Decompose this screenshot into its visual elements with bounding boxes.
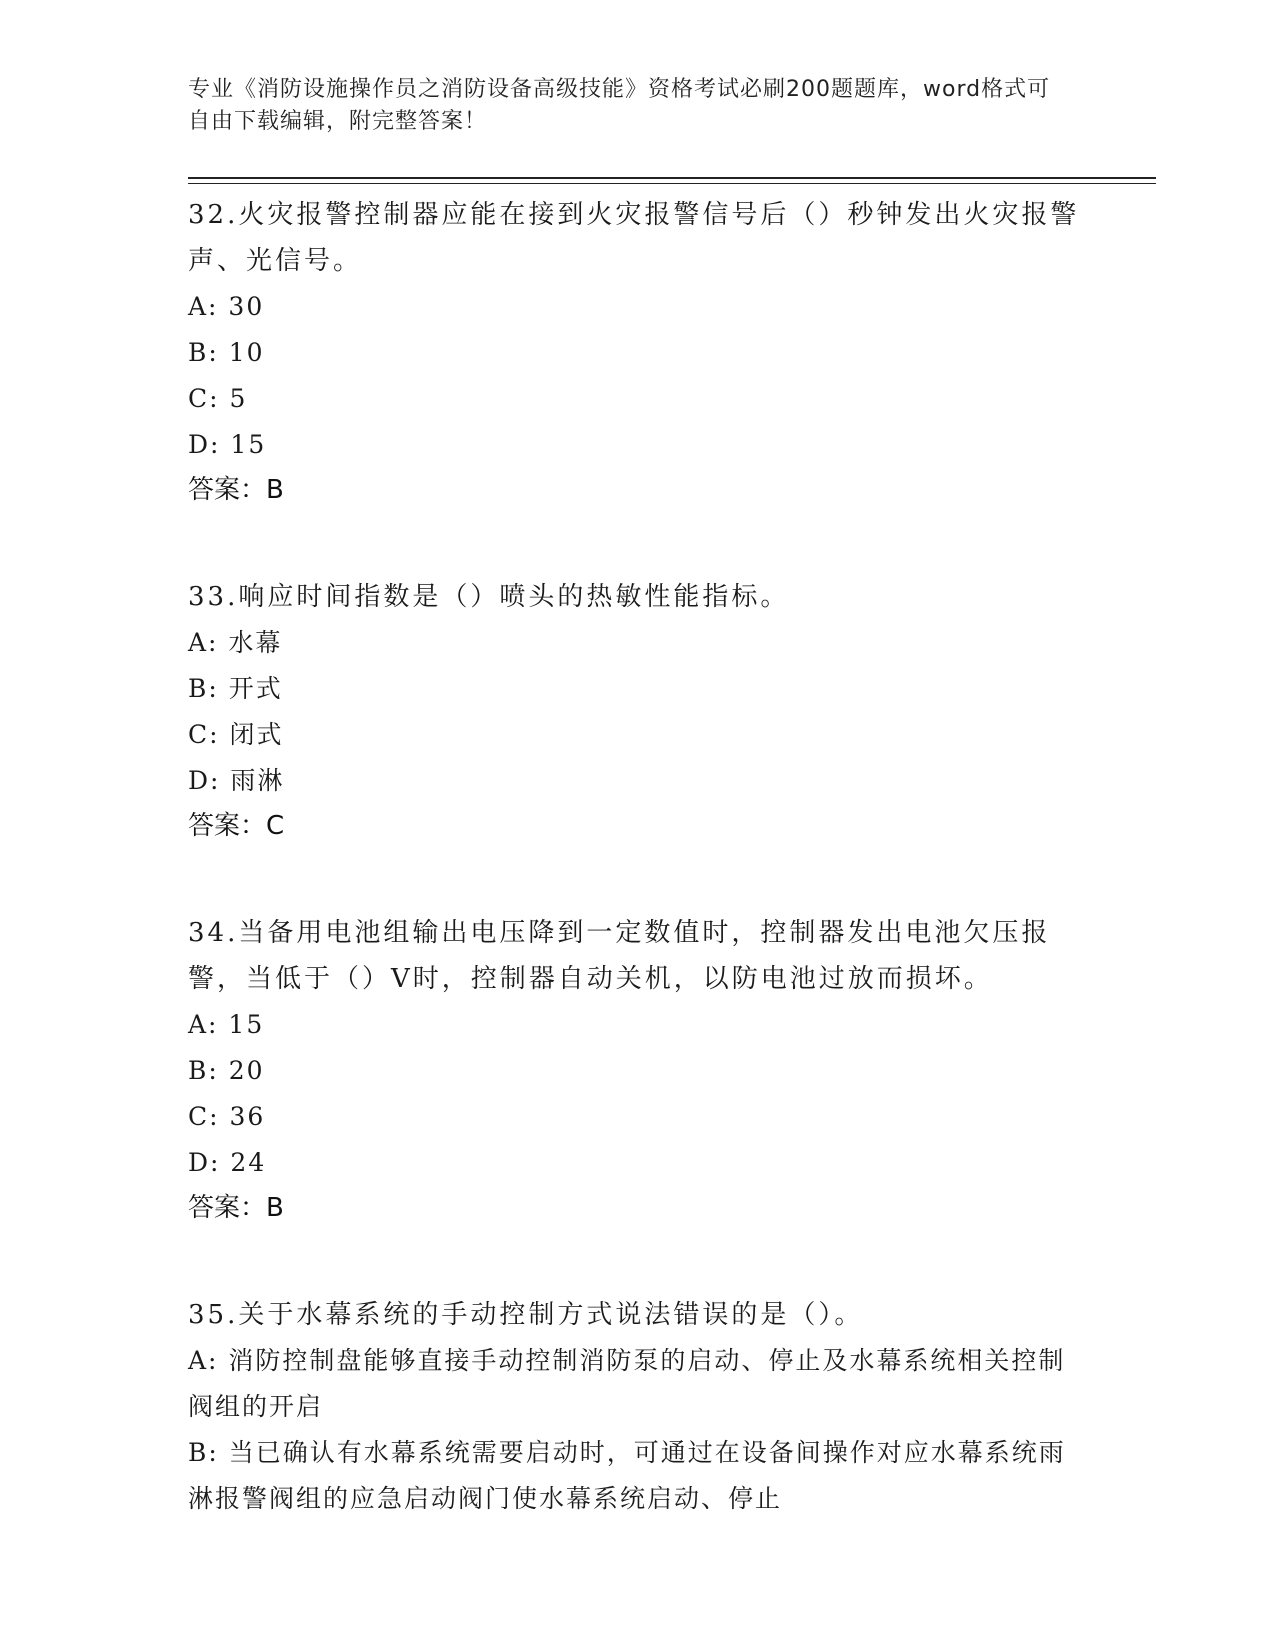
document-header: 专业《消防设施操作员之消防设备高级技能》资格考试必刷200题题库，word格式可自由下载编辑，附完整答案！ <box>188 77 1051 134</box>
option-a: A: 消防控制盘能够直接手动控制消防泵的启动、停止及水幕系统相关控制阀组的开启 <box>188 1346 1066 1421</box>
option-c: C: 5 <box>188 384 248 413</box>
question-34 <box>188 910 1088 1230</box>
answer: 答案：B <box>188 1193 284 1223</box>
option-d: D: 雨淋 <box>188 766 285 795</box>
question-stem: 32.火灾报警控制器应能在接到火灾报警信号后（）秒钟发出火灾报警声、光信号。 <box>188 200 1080 276</box>
option-c: C: 36 <box>188 1102 266 1131</box>
option-d: D: 24 <box>188 1148 267 1177</box>
option-b: B: 开式 <box>188 674 283 703</box>
option-a: A: 30 <box>188 292 265 321</box>
header-divider-thin <box>188 183 1156 184</box>
option-b: B: 当已确认有水幕系统需要启动时，可通过在设备间操作对应水幕系统雨淋报警阀组的应急启动阀门使水幕系统启动、停止 <box>188 1438 1066 1513</box>
spacer <box>188 848 1088 910</box>
option-b: B: 20 <box>188 1056 265 1085</box>
question-35 <box>188 1292 1088 1522</box>
question-32 <box>188 192 1088 512</box>
option-c: C: 闭式 <box>188 720 284 749</box>
answer: 答案：B <box>188 475 284 505</box>
question-33 <box>188 574 1088 848</box>
question-list <box>188 192 1088 1522</box>
question-stem: 34.当备用电池组输出电压降到一定数值时，控制器发出电池欠压报警，当低于（）V时，控制器自动关机，以防电池过放而损坏。 <box>188 918 1051 994</box>
option-d: D: 15 <box>188 430 267 459</box>
answer: 答案：C <box>188 811 285 841</box>
spacer <box>188 512 1088 574</box>
question-stem: 33.响应时间指数是（）喷头的热敏性能指标。 <box>188 582 790 612</box>
option-a: A: 水幕 <box>188 628 283 657</box>
header-divider-thick <box>188 177 1156 179</box>
option-a: A: 15 <box>188 1010 265 1039</box>
question-stem: 35.关于水幕系统的手动控制方式说法错误的是（）。 <box>188 1300 864 1330</box>
option-b: B: 10 <box>188 338 265 367</box>
spacer <box>188 1230 1088 1292</box>
